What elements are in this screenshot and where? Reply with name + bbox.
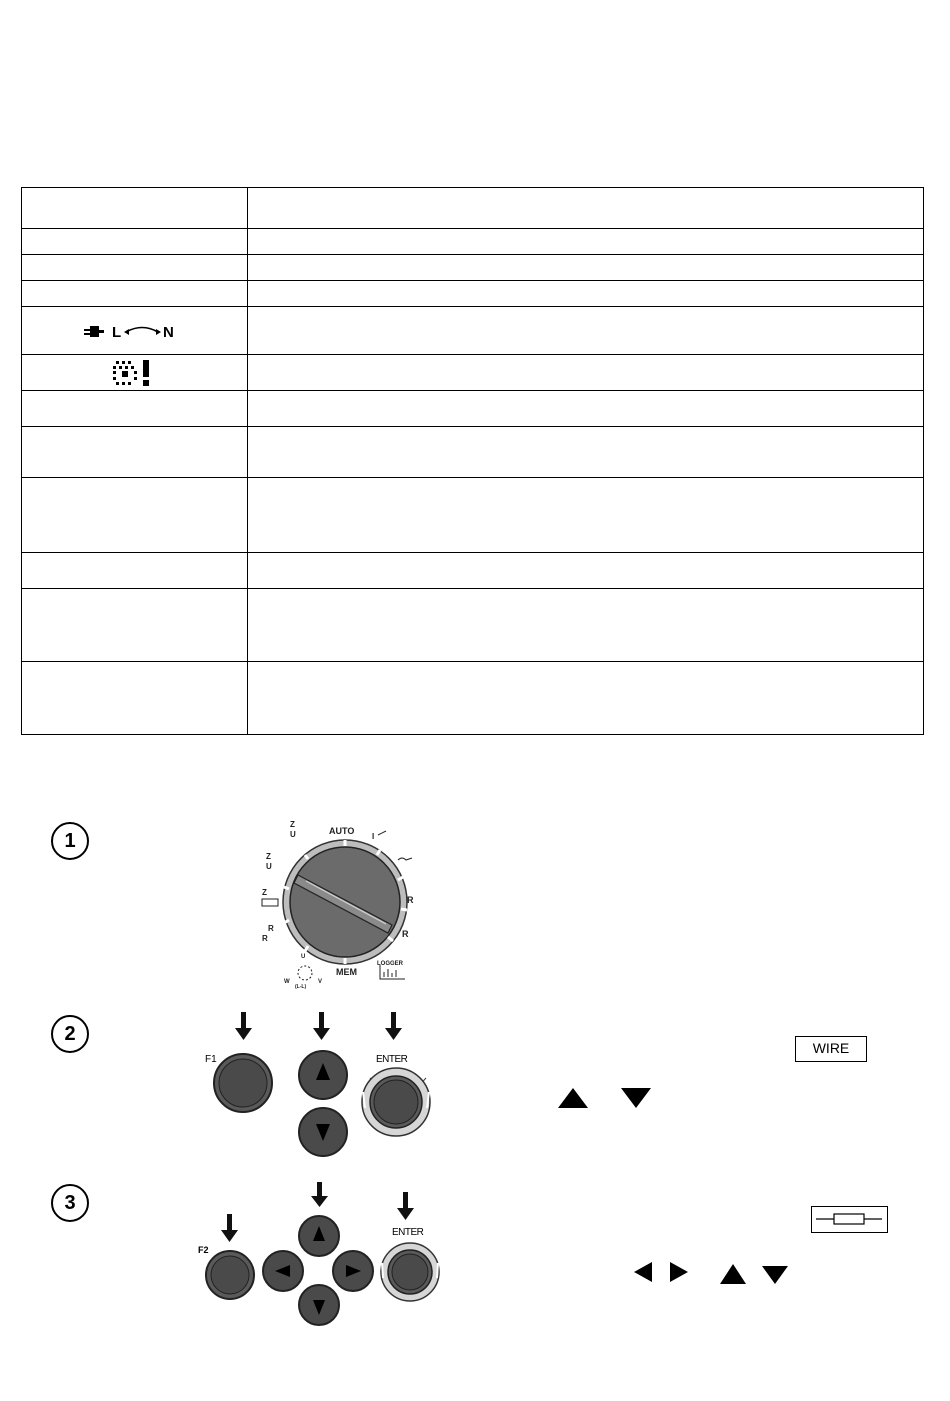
f2-button[interactable] (206, 1251, 254, 1299)
step3-controls (195, 1178, 455, 1338)
right-triangle-icon (670, 1262, 688, 1282)
direction-symbols (632, 1260, 792, 1286)
table-row (22, 427, 924, 478)
table-row (22, 307, 924, 355)
fuse-indicator (811, 1206, 888, 1233)
down-triangle-icon (621, 1088, 651, 1108)
up-triangle-icon (720, 1264, 746, 1284)
up-button[interactable] (299, 1051, 347, 1099)
dial-label-u-mid: U (266, 862, 272, 871)
nav-left-button[interactable] (263, 1251, 303, 1291)
fuse-icon (812, 1207, 886, 1231)
dial-label-r-bottom: R (262, 934, 268, 943)
up-down-symbols (556, 1086, 656, 1112)
enter-label-3: ENTER (392, 1227, 424, 1238)
table-row (22, 188, 924, 229)
step-number: 2 (51, 1015, 89, 1053)
description-table (21, 187, 924, 735)
left-triangle-icon (634, 1262, 652, 1282)
table-row (22, 589, 924, 662)
table-row (22, 662, 924, 735)
table-row (22, 391, 924, 427)
warning-thermometer-icon (110, 358, 160, 388)
rotary-function-switch[interactable] (250, 815, 430, 995)
dial-label-rx: R (407, 895, 414, 905)
line-label: L (111, 323, 121, 341)
step2-controls (195, 1010, 445, 1160)
dial-label-auto: AUTO (329, 826, 355, 836)
enter-label-2: ENTER (376, 1054, 408, 1065)
neutral-label: N (162, 323, 174, 341)
table-row (22, 229, 924, 255)
dial-label-ia: I (372, 832, 375, 841)
dial-label-phase-sub: (L-L) (295, 984, 307, 990)
step-number: 3 (51, 1184, 89, 1222)
down-triangle-icon (762, 1266, 788, 1284)
dial-label-u-phase: U (301, 954, 306, 960)
table-row (22, 281, 924, 307)
table-row (22, 478, 924, 553)
down-button[interactable] (299, 1108, 347, 1156)
f2-label: F2 (198, 1245, 209, 1255)
nav-down-button[interactable] (299, 1285, 339, 1325)
f1-label: F1 (205, 1054, 217, 1065)
enter-button[interactable] (362, 1068, 430, 1136)
dial-label-v-phase: V (318, 979, 323, 985)
nav-right-button[interactable] (333, 1251, 373, 1291)
dial-label-mem: MEM (336, 967, 357, 977)
table-row (22, 355, 924, 391)
dial-label-riso: R (402, 929, 409, 939)
nav-up-button[interactable] (299, 1216, 339, 1256)
dial-label-z-mid: Z (266, 852, 271, 861)
step-number: 1 (51, 822, 89, 860)
dial-label-w-phase: W (284, 979, 290, 985)
table-row (22, 553, 924, 589)
dial-label-z-low: Z (262, 888, 267, 897)
dial-label-r-low: R (268, 924, 274, 933)
plug-L-N-swap-icon (80, 320, 190, 342)
dial-label-u-top: U (290, 830, 296, 839)
enter-button[interactable] (381, 1243, 439, 1301)
dial-label-logger: LOGGER (377, 961, 404, 967)
up-triangle-icon (558, 1088, 588, 1108)
f1-button[interactable] (214, 1054, 272, 1112)
table-row (22, 255, 924, 281)
wire-indicator: WIRE (795, 1036, 867, 1062)
dial-label-z-top: Z (290, 820, 295, 829)
